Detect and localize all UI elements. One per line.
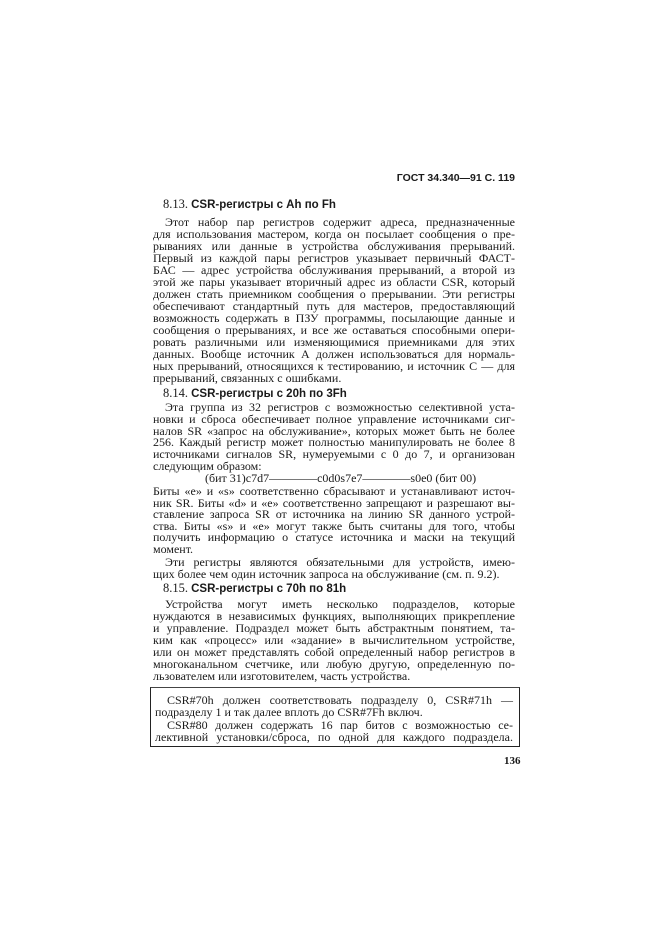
text-line: Устройства могут иметь несколько подразделов, которые bbox=[165, 597, 515, 611]
text-line: ник SR. Биты «d» и «e» соответственно запрещают и разрешают вы- bbox=[153, 495, 515, 510]
section-number: 8.13. bbox=[163, 197, 188, 211]
text-line: ровать различными или изменяющимися приемниками для этих bbox=[153, 335, 515, 349]
text-line: нуждаются в независимых функциях, выполняющих прикрепление bbox=[153, 609, 515, 623]
text-line: налов SR «запрос на обслуживание», которых может быть не более bbox=[153, 423, 515, 438]
text-line: прерываний, связанных с ошибками. bbox=[153, 371, 342, 385]
text-line: данных. Вообще источник А должен использоваться для нормаль- bbox=[153, 347, 515, 361]
section-heading bbox=[163, 387, 347, 401]
box-line: подразделу 1 и так далее вплоть до CSR#7Fh включ. bbox=[155, 705, 423, 719]
text-line: Первый из каждой пары регистров указывает первичный ФАСТ- bbox=[153, 251, 515, 265]
box-line: CSR#80 должен содержать 16 пар битов с возможностью се- bbox=[167, 718, 513, 732]
text-line: ким как «процесс» или «задание» в вычислительном устройстве, bbox=[153, 633, 515, 647]
section-heading bbox=[163, 198, 336, 212]
text-line: должен стать приемником сообщения о прерывании. Эти регистры bbox=[153, 287, 515, 301]
section-heading bbox=[163, 582, 346, 596]
text-line: многоканальном счетчике, или любую другую, определенную по- bbox=[153, 657, 515, 671]
text-line: возможность содержать в ПЗУ программы, посылающие данные и bbox=[153, 311, 515, 325]
text-line: Эта группа из 32 регистров с возможностью селективной уста- bbox=[165, 400, 515, 414]
text-line: для использования мастером, когда он посылает сообщения о пре- bbox=[153, 227, 515, 241]
text-line: льзователем или изготовителем, часть устройства. bbox=[153, 669, 411, 683]
text-line: источниками сигналов SR, нумеруемыми с 0 до 7, и организован bbox=[153, 447, 515, 462]
text-line: новки и сброса обеспечивает полное управление источниками сиг- bbox=[153, 411, 515, 426]
text-line: получить информацию о статусе источника и маски на текущий bbox=[153, 530, 515, 545]
text-line: 256. Каждый регистр может полностью манипулировать не более 8 bbox=[153, 435, 515, 450]
text-line: Биты «e» и «s» соответственно сбрасывают и устанавливают источ- bbox=[153, 484, 515, 498]
text-line: ства. Биты «s» и «e» могут также быть считаны для того, чтобы bbox=[153, 518, 515, 533]
text-line: сообщения о прерываниях, и все же оставаться способными опери- bbox=[153, 323, 515, 337]
section-title: CSR-регистры с 20h по 3Fh bbox=[191, 388, 347, 400]
page-number: 136 bbox=[504, 755, 521, 767]
text-line: Эти регистры являются обязательными для устройств, имею- bbox=[165, 555, 515, 569]
running-header: ГОСТ 34.340—91 С. 119 bbox=[396, 172, 515, 184]
text-line: или он может представлять собой определенный набор регистров в bbox=[153, 645, 515, 659]
text-line: щих более чем один источник запроса на обслуживание (см. п. 9.2). bbox=[153, 567, 500, 581]
text-line: рываниях или данные в устройства обслуживания прерываний. bbox=[153, 239, 515, 253]
text-line: Этот набор пар регистров содержит адреса, предназначенные bbox=[165, 215, 515, 229]
text-line: момент. bbox=[153, 542, 194, 556]
text-line: ных прерываний, относящихся к тестированию, и источник С — для bbox=[153, 359, 515, 373]
text-line: обеспечивают стандартный путь для мастеров, предоставляющий bbox=[153, 299, 515, 313]
box-line: лективной установки/сброса, по одной для каждого подраздела. bbox=[155, 730, 513, 744]
section-number: 8.15. bbox=[163, 581, 188, 595]
section-title: CSR-регистры с Ah по Fh bbox=[191, 199, 336, 211]
section-title: CSR-регистры с 70h по 81h bbox=[191, 583, 347, 595]
section-number: 8.14. bbox=[163, 386, 188, 400]
text-line: ставление запроса SR от источника на линию SR данного устрой- bbox=[153, 507, 515, 522]
text-line: БАС — адрес устройства обслуживания прерываний, а второй из bbox=[153, 263, 515, 277]
bit-layout-formula: (бит 31)c7d7————c0d0s7e7————s0e0 (бит 00) bbox=[205, 471, 477, 485]
text-line: этой же пары указывает вторичный адрес из области CSR, который bbox=[153, 275, 515, 289]
box-line: CSR#70h должен соответствовать подразделу 0, CSR#71h — bbox=[167, 693, 513, 707]
text-line: следующим образом: bbox=[153, 459, 262, 473]
text-line: и управление. Подраздел может быть абстрактным понятием, та- bbox=[153, 621, 515, 635]
